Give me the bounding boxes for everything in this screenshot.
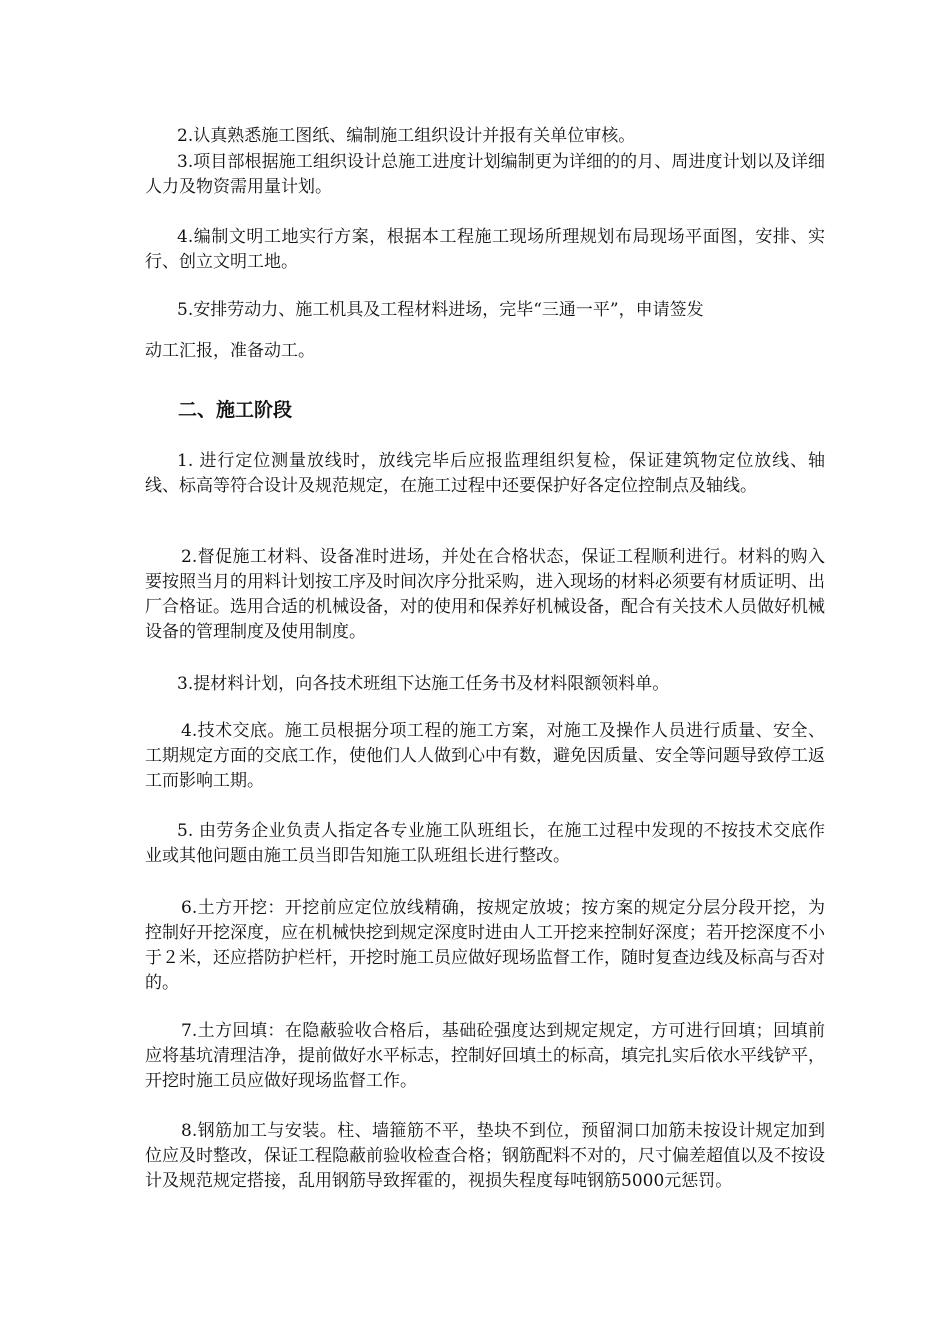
paragraph-stage-1: 1. 进行定位测量放线时，放线完毕后应报监理组织复检，保证建筑物定位放线、轴线、标高等符合设计及规范规定，在施工过程中还要保护好各定位控制点及轴线。 — [145, 451, 825, 496]
paragraph-stage-3: 3.提材料计划，向各技术班组下达施工任务书及材料限额领料单。 — [177, 674, 670, 694]
paragraph-prep-2: 2.认真熟悉施工图纸、编制施工组织设计并报有关单位审核。 — [177, 126, 636, 146]
paragraph-stage-8: 8.钢筋加工与安装。柱、墙箍筋不平，垫块不到位，预留洞口加筋未按设计规定加到位应及时整改，保证工程隐蔽前验收检查合格；钢筋配料不对的，尺寸偏差超值以及不按设计及规范规定搭接，乱用钢筋导致挥霍的，视损失程度每吨钢筋5000元惩罚。 — [145, 1121, 825, 1191]
paragraph-stage-2: 2.督促施工材料、设备准时进场，并处在合格状态，保证工程顺利进行。材料的购入要按照当月的用料计划按工序及时间次序分批采购，进入现场的材料必须要有材质证明、出厂合格证。选用合适的机械设备，对的使用和保养好机械设备，配合有关技术人员做好机械设备的管理制度及使用制度。 — [145, 547, 825, 642]
paragraph-prep-3: 3.项目部根据施工组织设计总施工进度计划编制更为详细的的月、周进度计划以及详细人力及物资需用量计划。 — [145, 152, 825, 197]
paragraph-prep-5-continued: 动工汇报，准备动工。 — [145, 341, 315, 361]
paragraph-prep-5: 5.安排劳动力、施工机具及工程材料进场，完毕“三通一平”，申请签发 — [177, 300, 704, 320]
paragraph-stage-6: 6.土方开挖：开挖前应定位放线精确，按规定放坡；按方案的规定分层分段开挖，为控制好开挖深度，应在机械快挖到规定深度时进由人工开挖来控制好深度；若开挖深度不小于２米，还应搭防护栏杆，开挖时施工员应做好现场监督工作，随时复查边线及标高与否对的。 — [145, 898, 825, 993]
paragraph-prep-4: 4.编制文明工地实行方案，根据本工程施工现场所理规划布局现场平面图，安排、实行、创立文明工地。 — [145, 227, 825, 272]
section-heading-construction-stage: 二、施工阶段 — [178, 399, 293, 421]
paragraph-stage-7: 7.土方回填：在隐蔽验收合格后，基础砼强度达到规定规定，方可进行回填；回填前应将基坑清理洁净，提前做好水平标志，控制好回填土的标高，填完扎实后依水平线铲平，开挖时施工员应做好现场监督工作。 — [145, 1021, 825, 1091]
paragraph-stage-4: 4.技术交底。施工员根据分项工程的施工方案，对施工及操作人员进行质量、安全、工期规定方面的交底工作，使他们人人做到心中有数，避免因质量、安全等问题导致停工返工而影响工期。 — [145, 721, 825, 791]
paragraph-stage-5: 5. 由劳务企业负责人指定各专业施工队班组长，在施工过程中发现的不按技术交底作业或其他问题由施工员当即告知施工队班组长进行整改。 — [145, 821, 825, 866]
